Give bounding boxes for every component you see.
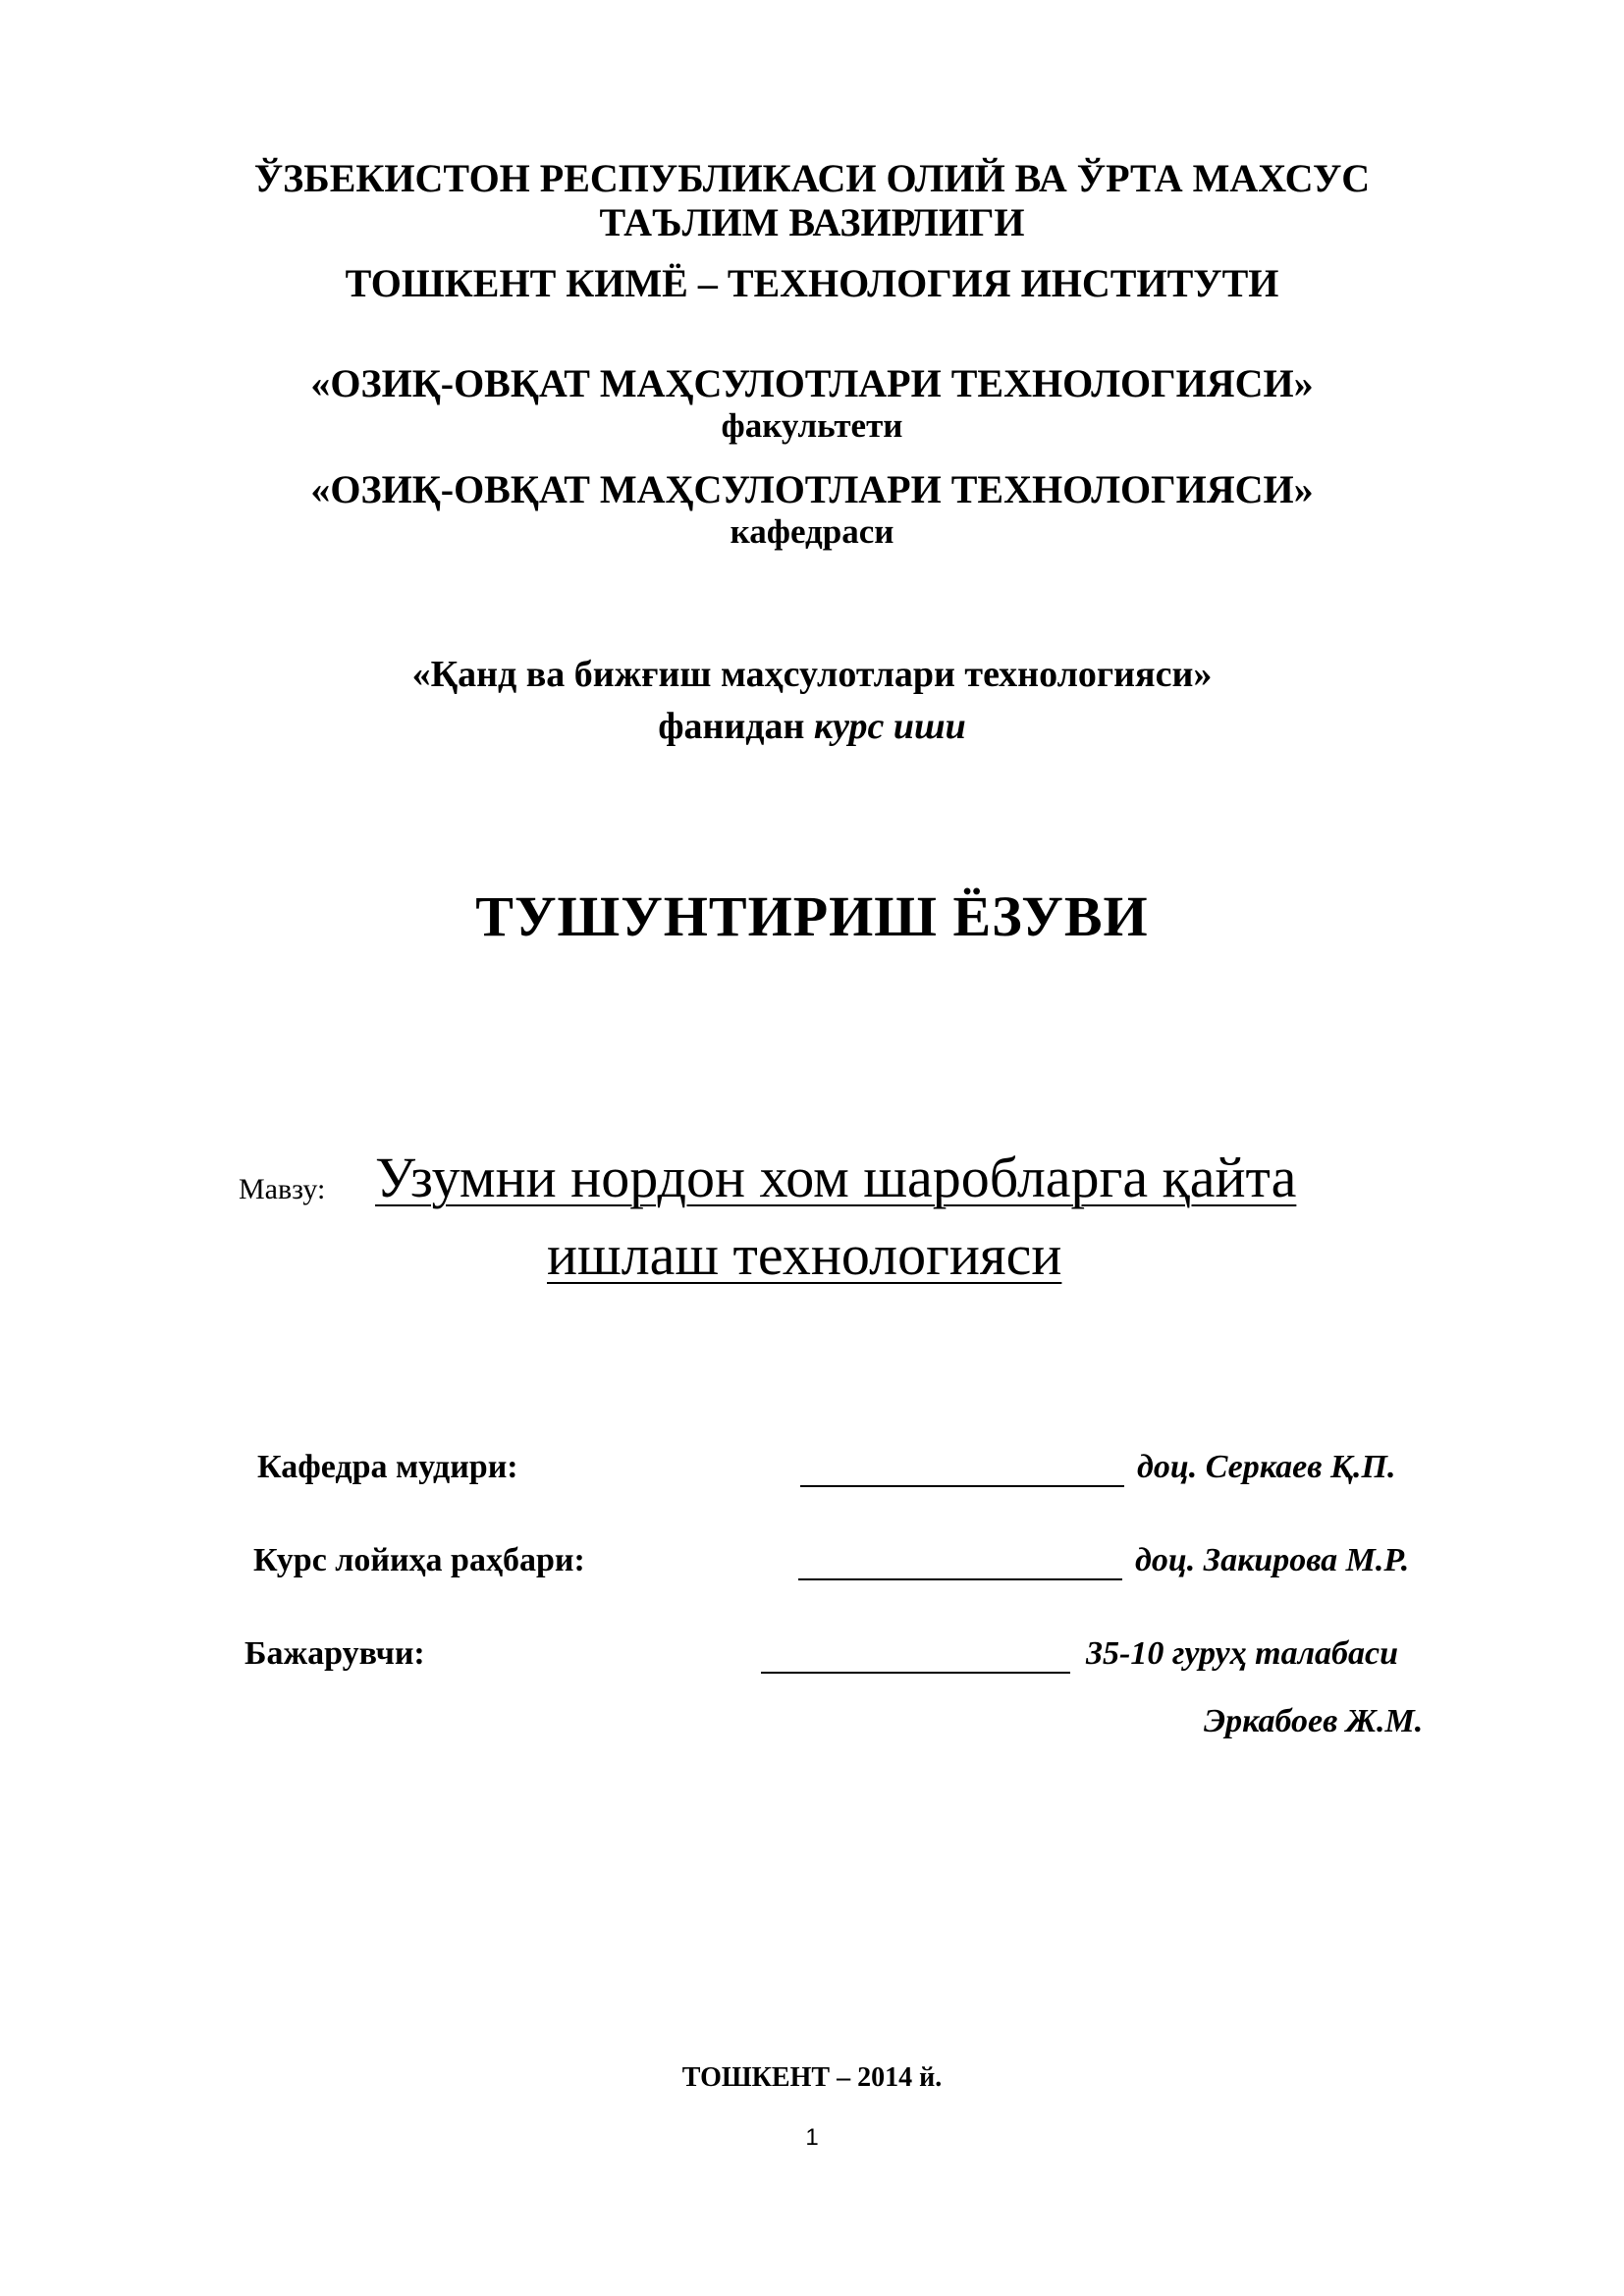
- subject-work-type: курс иши: [813, 706, 966, 747]
- signature-role-project-supervisor: Курс лойиҳа раҳбари:: [253, 1542, 585, 1578]
- subject-work-line: [0, 705, 1624, 748]
- page-number: 1: [805, 2124, 819, 2151]
- department-name: «ОЗИҚ-ОВҚАТ МАҲСУЛОТЛАРИ ТЕХНОЛОГИЯСИ»: [310, 467, 1314, 511]
- signature-line-project-supervisor: [798, 1578, 1122, 1580]
- signature-name-project-supervisor: доц. Закирова М.Р.: [1135, 1542, 1410, 1578]
- ministry-line-1: ЎЗБЕКИСТОН РЕСПУБЛИКАСИ ОЛИЙ ВА ЎРТА МАХСУС: [253, 156, 1371, 200]
- topic-label: Мавзу:: [239, 1173, 326, 1205]
- faculty-name: «ОЗИҚ-ОВҚАТ МАҲСУЛОТЛАРИ ТЕХНОЛОГИЯСИ»: [310, 361, 1314, 405]
- signature-role-head-of-department: Кафедра мудири:: [257, 1449, 518, 1485]
- document-title: ТУШУНТИРИШ ЁЗУВИ: [475, 884, 1149, 948]
- signature-name-performer-group: 35-10 гуруҳ талабаси: [1086, 1635, 1399, 1672]
- ministry-line-2: ТАЪЛИМ ВАЗИРЛИГИ: [599, 200, 1025, 244]
- subject-name: «Қанд ва бижғиш маҳсулотлари технологияси»: [411, 654, 1213, 695]
- signature-line-head-of-department: [800, 1485, 1124, 1487]
- faculty-word: факультети: [721, 406, 903, 445]
- department-word: кафедраси: [730, 512, 894, 551]
- city-year: ТОШКЕНТ – 2014 й.: [681, 2062, 943, 2093]
- topic-line-2: ишлаш технологияси: [547, 1223, 1062, 1287]
- signature-role-performer: Бажарувчи:: [244, 1635, 425, 1672]
- signature-name-performer: Эркабоев Ж.М.: [1204, 1703, 1424, 1739]
- subject-from-word: фанидан: [658, 706, 814, 747]
- topic-line-1: Узумни нордон хом шаробларга қайта: [375, 1146, 1297, 1209]
- signature-name-head-of-department: доц. Серкаев Қ.П.: [1137, 1449, 1396, 1485]
- signature-line-performer: [761, 1672, 1070, 1674]
- institute-name: ТОШКЕНТ КИМЁ – ТЕХНОЛОГИЯ ИНСТИТУТИ: [345, 261, 1279, 305]
